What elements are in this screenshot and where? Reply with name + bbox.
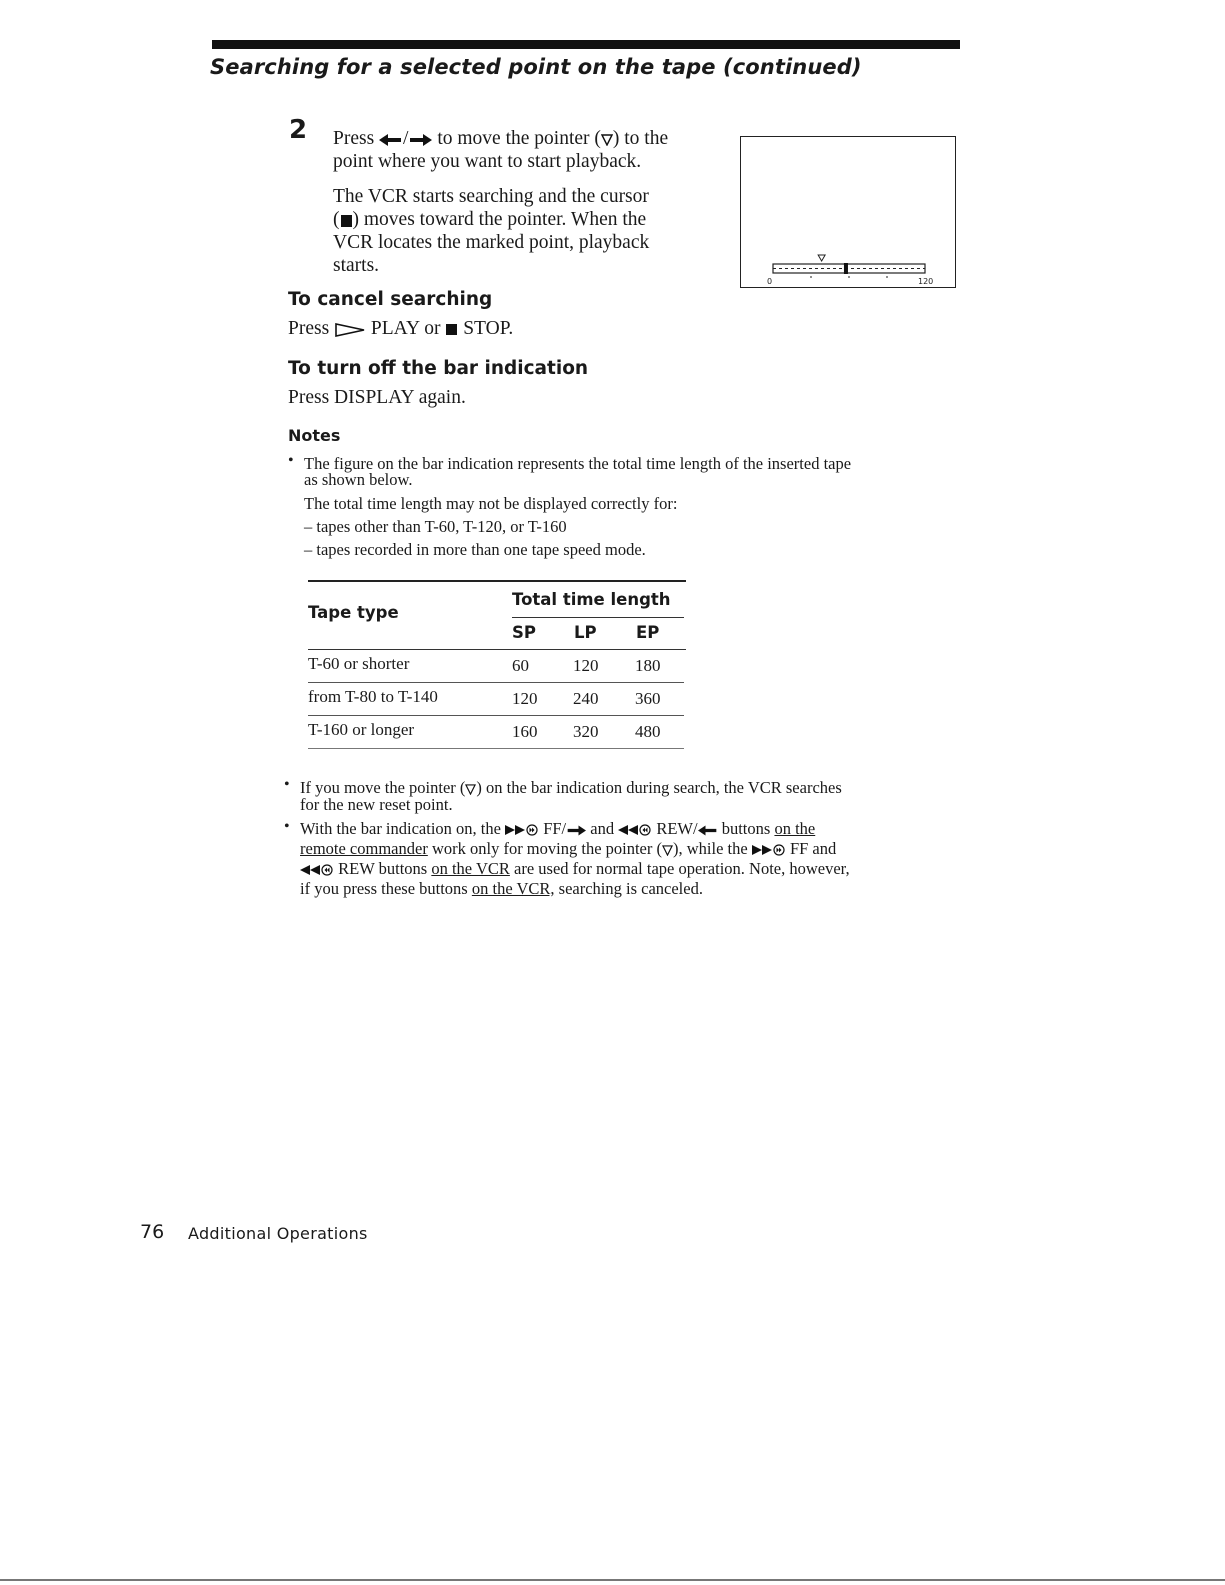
turn-off-text: Press DISPLAY again. xyxy=(288,387,466,408)
bar-indication xyxy=(741,137,954,286)
rewind-icon xyxy=(618,824,652,836)
table-header-tape-type: Tape type xyxy=(308,603,399,622)
scale-end-label: 120 xyxy=(918,277,934,286)
bar-frame xyxy=(773,264,925,273)
table-bottom-rule xyxy=(308,748,684,749)
bar-pointer xyxy=(818,255,825,261)
table-row-rule xyxy=(308,715,684,716)
right-arrow-icon xyxy=(566,825,586,836)
table-header-lp: LP xyxy=(574,623,597,642)
table-cell-type: T-160 or longer xyxy=(308,720,415,739)
cancel-text: Press PLAY or STOP. xyxy=(288,318,514,339)
bullet-icon: • xyxy=(288,452,294,469)
cancel-heading: To cancel searching xyxy=(288,289,493,310)
page-title: Searching for a selected point on the tape (continued) xyxy=(210,55,862,79)
turn-off-heading: To turn off the bar indication xyxy=(288,358,589,379)
table-cell-sp: 60 xyxy=(512,656,529,675)
cursor-block-icon xyxy=(340,214,353,228)
tv-screen-illustration xyxy=(740,136,956,288)
note-1: The figure on the bar indication represents the total time length of the inserted tape as shown below. The total time length may not be displayed correctly for: – tapes other than T-60, T-120, or T-160 – tapes recorded in more than one tape speed mode. xyxy=(304,454,852,559)
table-cell-sp: 160 xyxy=(512,722,538,741)
table-cell-lp: 320 xyxy=(573,722,599,741)
step-line-2: point where you want to start playback. xyxy=(333,151,642,172)
bullet-icon: • xyxy=(284,818,290,835)
table-cell-type: T-60 or shorter xyxy=(308,654,410,673)
bullet-icon: • xyxy=(284,776,290,793)
pointer-triangle-icon xyxy=(465,784,476,795)
table-cell-lp: 240 xyxy=(573,689,599,708)
bar-cursor xyxy=(844,263,848,274)
step-number: 2 xyxy=(289,115,308,145)
table-header-rule xyxy=(308,649,686,650)
table-header-sp: SP xyxy=(512,623,536,642)
table-cell-ep: 360 xyxy=(635,689,661,708)
step-instruction xyxy=(333,127,723,173)
table-subheader-rule xyxy=(512,617,684,618)
header-rule xyxy=(212,40,960,49)
section-name: Additional Operations xyxy=(188,1224,368,1243)
table-top-rule xyxy=(308,580,686,582)
table-row-rule xyxy=(308,682,684,683)
note-3: With the bar indication on, the FF/ and REW/ buttons on the remote commander work only for moving the pointer ( ), while the FF and REW buttons on the VCR are used for normal tape operation. Note, however, if you press these buttons on the VCR, searching is canceled. xyxy=(300,819,850,898)
table-cell-ep: 180 xyxy=(635,656,661,675)
table-cell-ep: 480 xyxy=(635,722,661,741)
fast-forward-icon xyxy=(505,824,539,836)
pointer-triangle-icon xyxy=(601,134,613,146)
page-number: 76 xyxy=(140,1221,165,1243)
step-description: The VCR starts searching and the cursor ( ) moves toward the pointer. When the VCR locates the marked point, playback starts. xyxy=(333,185,723,277)
notes-heading: Notes xyxy=(288,426,341,445)
rewind-icon xyxy=(300,864,334,876)
left-arrow-icon xyxy=(379,134,403,146)
step-line-1: Press / to move the pointer ( ) to the xyxy=(333,128,669,149)
note-2: If you move the pointer ( ) on the bar indication during search, the VCR searches for the new reset point. xyxy=(300,778,842,814)
table-cell-sp: 120 xyxy=(512,689,538,708)
table-header-ep: EP xyxy=(636,623,660,642)
play-icon xyxy=(334,322,366,338)
fast-forward-icon xyxy=(752,844,786,856)
page-edge-rule xyxy=(0,1579,1225,1581)
table-header-total-time: Total time length xyxy=(512,590,671,609)
table-cell-type: from T-80 to T-140 xyxy=(308,687,438,706)
right-arrow-icon xyxy=(408,134,432,146)
step-desc-line-2: ( ) moves toward the pointer. When the xyxy=(333,209,647,230)
scale-start-label: 0 xyxy=(767,277,773,286)
pointer-triangle-icon xyxy=(662,845,673,856)
stop-icon xyxy=(445,323,458,336)
left-arrow-icon xyxy=(698,825,718,836)
table-cell-lp: 120 xyxy=(573,656,599,675)
